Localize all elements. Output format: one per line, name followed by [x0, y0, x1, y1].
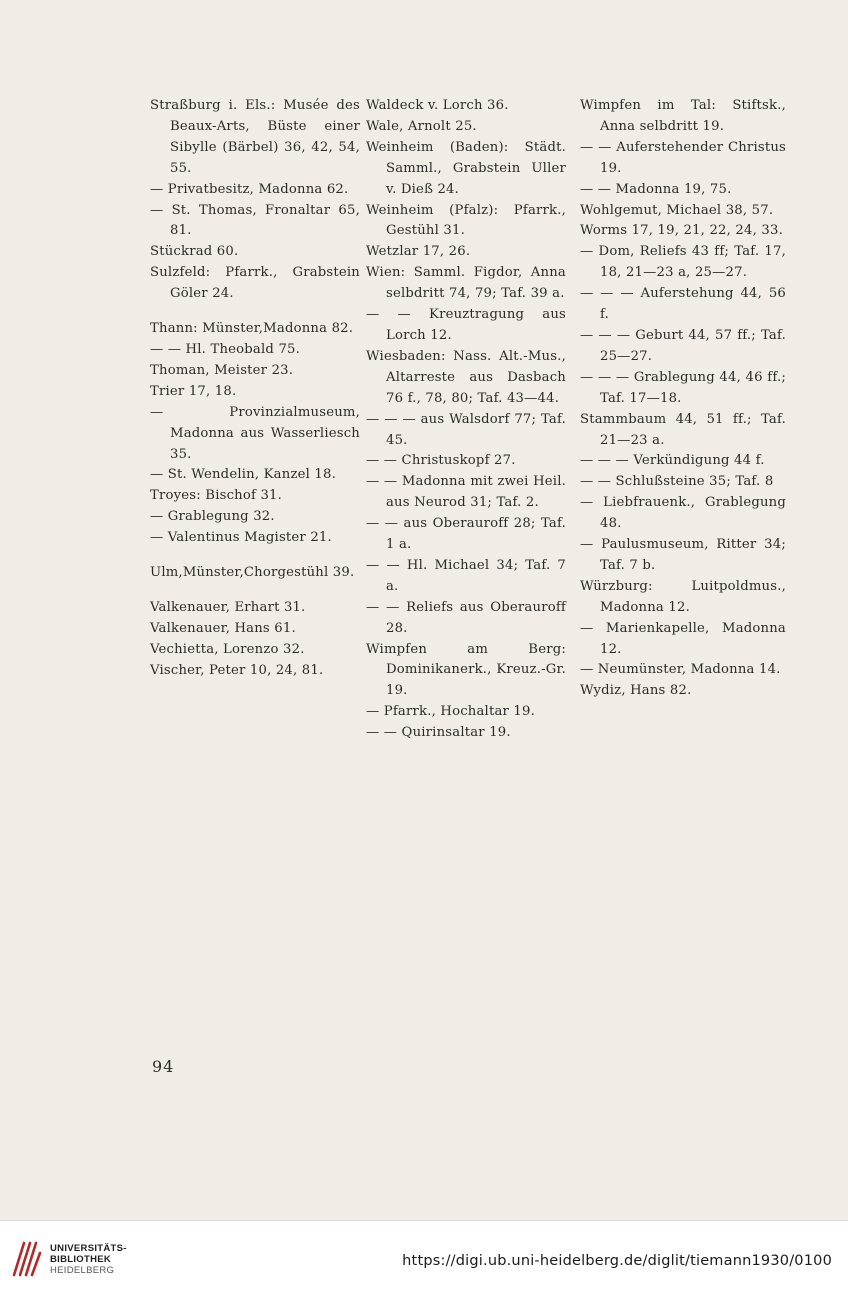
- index-entry: Valkenauer, Hans 61.: [150, 620, 296, 636]
- viewer-footer: [0, 1220, 848, 1295]
- index-entry: — — Quirinsaltar 19.: [366, 725, 511, 741]
- index-entry: Wimpfen am Berg: Dominikanerk., Kreuz.-Gr. 19.: [366, 641, 566, 699]
- index-entry: Valkenauer, Erhart 31.: [150, 599, 306, 615]
- index-entry: — — Madonna mit zwei Heil. aus Neurod 31; Taf. 2.: [366, 474, 566, 511]
- index-entry: — Valentinus Magister 21.: [150, 530, 332, 546]
- index-entry: Worms 17, 19, 21, 22, 24, 33.: [580, 223, 783, 239]
- index-column-1: [150, 96, 360, 682]
- entry-spacer: [150, 305, 360, 319]
- index-column-3: [580, 96, 786, 702]
- index-entry: Vechietta, Lorenzo 32.: [150, 641, 305, 657]
- index-entry: — — Madonna 19, 75.: [580, 181, 732, 197]
- index-entry: Trier 17, 18.: [150, 383, 237, 399]
- index-entry: Würzburg: Luitpoldmus., Madonna 12.: [580, 578, 786, 615]
- entry-spacer: [150, 549, 360, 563]
- index-entry: Sulzfeld: Pfarrk., Grabstein Göler 24.: [150, 265, 360, 302]
- logo-line-2: BIBLIOTHEK: [50, 1254, 112, 1265]
- index-entry: — Provinzialmuseum, Madonna aus Wasserliesch 35.: [150, 404, 360, 462]
- index-entry: Thoman, Meister 23.: [150, 362, 294, 378]
- index-entry: — — — Grablegung 44, 46 ff.; Taf. 17—18.: [580, 369, 786, 406]
- index-entry: — Dom, Reliefs 43 ff; Taf. 17, 18, 21—23 a, 25—27.: [580, 244, 786, 281]
- index-entry: Wiesbaden: Nass. Alt.-Mus., Altarreste aus Dasbach 76 f., 78, 80; Taf. 43—44.: [366, 348, 566, 406]
- index-entry: — Pfarrk., Hochaltar 19.: [366, 704, 535, 720]
- index-entry: — — — Auferstehung 44, 56 f.: [580, 286, 786, 323]
- logo-line-3: HEIDELBERG: [50, 1265, 115, 1276]
- index-entry: Wimpfen im Tal: Stiftsk., Anna selbdritt 19.: [580, 98, 786, 134]
- index-column-2: [366, 96, 566, 744]
- library-logo-text: [50, 1243, 127, 1276]
- index-entry: — — Schlußsteine 35; Taf. 8: [580, 474, 774, 490]
- index-entry: Troyes: Bischof 31.: [150, 488, 283, 504]
- index-entry: Wohlgemut, Michael 38, 57.: [580, 202, 774, 218]
- logo-line-1: UNIVERSITÄTS-: [50, 1243, 127, 1254]
- index-entry: Wetzlar 17, 26.: [366, 244, 471, 260]
- entry-spacer: [150, 584, 360, 598]
- library-logo-icon: [10, 1239, 44, 1279]
- index-entry: — Liebfrauenk., Grablegung 48.: [580, 495, 786, 532]
- page-url[interactable]: https://digi.ub.uni-heidelberg.de/diglit/tiemann1930/0100: [402, 1253, 832, 1269]
- index-entry: — — Auferstehender Christus 19.: [580, 139, 786, 176]
- index-entry: — — aus Oberauroff 28; Taf. 1 a.: [366, 516, 566, 553]
- index-entry: — Privatbesitz, Madonna 62.: [150, 181, 349, 197]
- index-entry: — St. Thomas, Fronaltar 65, 81.: [150, 202, 360, 239]
- index-entry: Thann: Münster,Madonna 82.: [150, 321, 354, 337]
- index-entry: Wien: Samml. Figdor, Anna selbdritt 74, 79; Taf. 39 a.: [366, 265, 566, 302]
- index-entry: — — Hl. Theobald 75.: [150, 341, 301, 357]
- index-entry: — — — Verkündigung 44 f.: [580, 453, 765, 469]
- index-entry: — — Kreuztragung aus Lorch 12.: [366, 307, 566, 343]
- index-entry: Waldeck v. Lorch 36.: [366, 98, 509, 113]
- index-entry: Straßburg i. Els.: Musée des Beaux-Arts, Büste einer Sibylle (Bärbel) 36, 42, 54, 55.: [150, 98, 360, 176]
- index-entry: Stückrad 60.: [150, 244, 239, 260]
- index-entry: Ulm,Münster,Chorgestühl 39.: [150, 565, 355, 581]
- index-entry: — Marienkapelle, Madonna 12.: [580, 620, 786, 657]
- page-number: 94: [152, 1057, 175, 1076]
- index-entry: — Grablegung 32.: [150, 509, 275, 525]
- index-entry: — — Reliefs aus Oberauroff 28.: [366, 599, 566, 636]
- index-entry: Wydiz, Hans 82.: [580, 683, 692, 699]
- index-entry: — — — Geburt 44, 57 ff.; Taf. 25—27.: [580, 327, 786, 364]
- index-entry: Stammbaum 44, 51 ff.; Taf. 21—23 a.: [580, 411, 786, 448]
- index-entry: Weinheim (Pfalz): Pfarrk., Gestühl 31.: [366, 202, 566, 239]
- index-entry: — St. Wendelin, Kanzel 18.: [150, 467, 336, 483]
- index-entry: — Paulusmuseum, Ritter 34; Taf. 7 b.: [580, 537, 786, 573]
- index-entry: — — — aus Walsdorf 77; Taf. 45.: [366, 411, 566, 448]
- index-entry: — Neumünster, Madonna 14.: [580, 662, 781, 678]
- index-entry: — — Hl. Michael 34; Taf. 7 a.: [366, 557, 566, 594]
- index-entry: — — Christuskopf 27.: [366, 453, 516, 469]
- index-entry: Vischer, Peter 10, 24, 81.: [150, 662, 324, 678]
- index-entry: Weinheim (Baden): Städt. Samml., Grabstein Uller v. Dieß 24.: [366, 139, 566, 197]
- index-entry: Wale, Arnolt 25.: [366, 118, 477, 134]
